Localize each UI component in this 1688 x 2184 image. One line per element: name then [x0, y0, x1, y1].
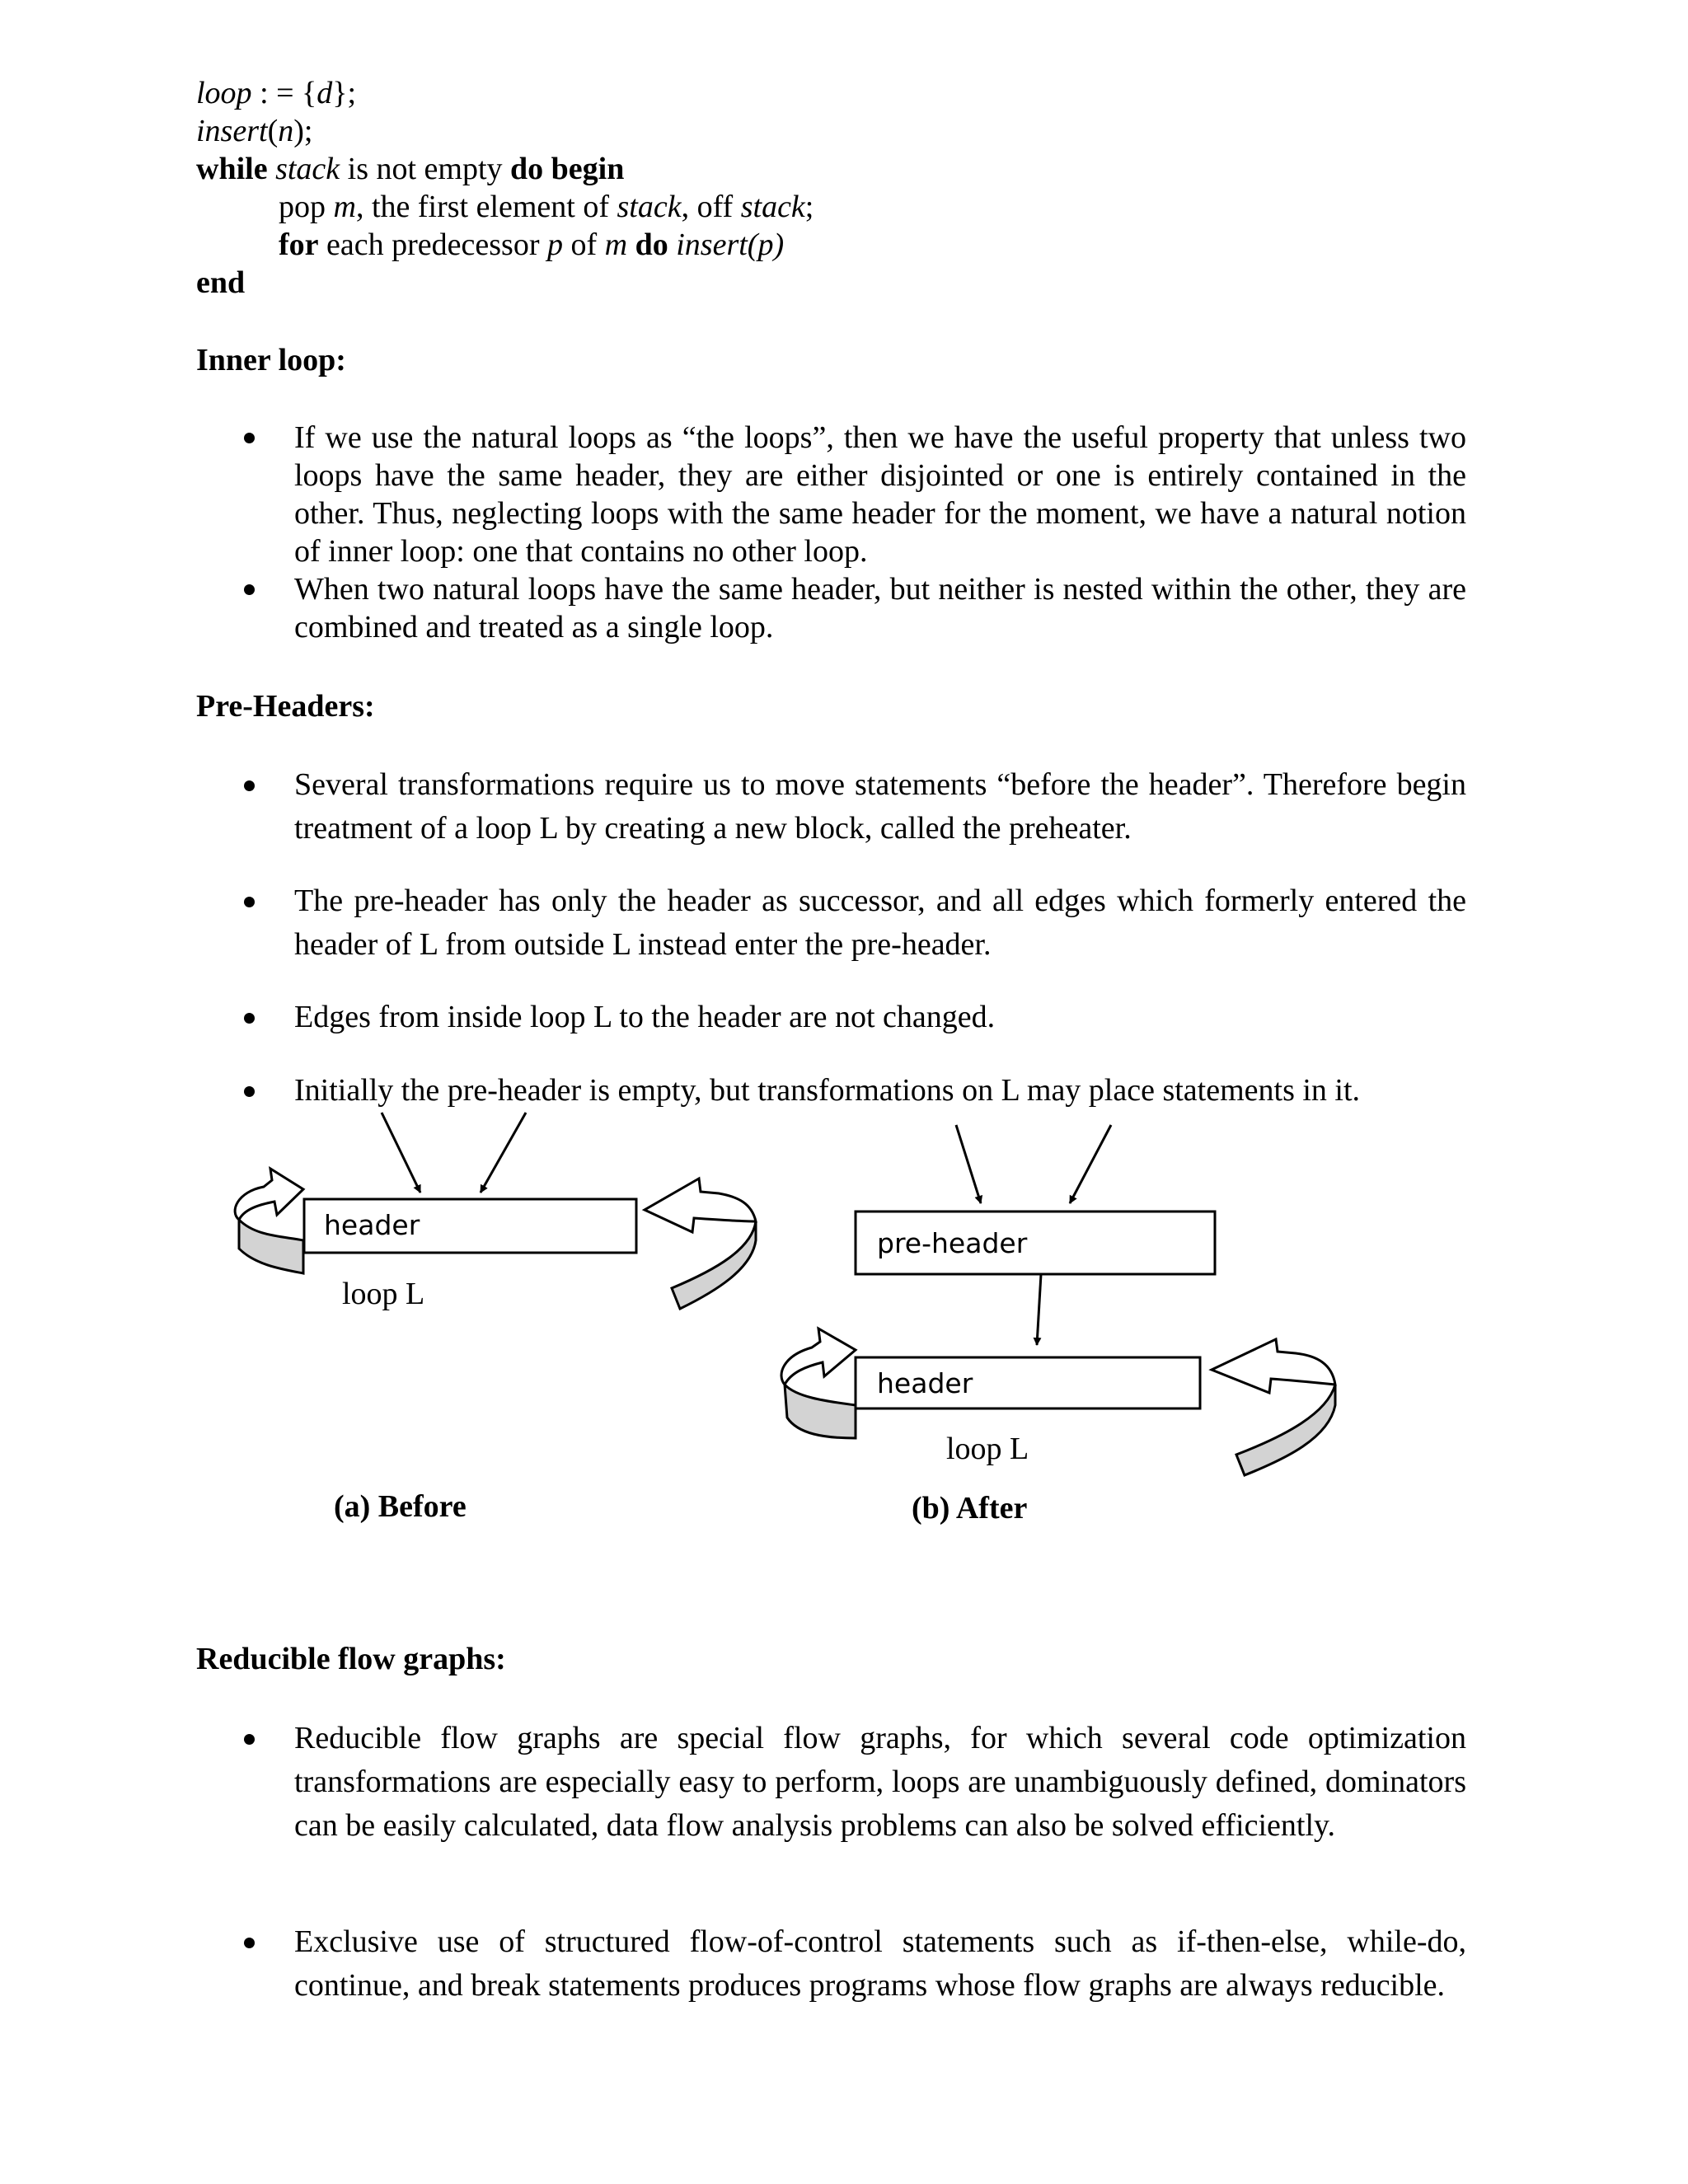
bullet-dot	[244, 1734, 255, 1745]
before-diagram	[235, 1113, 756, 1524]
before-left-loop-arrow-head	[235, 1169, 303, 1220]
after-loop-label: loop L	[946, 1432, 1029, 1466]
algo-do: do	[627, 227, 677, 262]
algo-n: n	[278, 114, 294, 148]
after-left-loop-arrow-head	[781, 1329, 856, 1385]
before-right-loop-arrow-head	[645, 1179, 756, 1232]
algo-mid: is not empty	[340, 152, 511, 186]
algo-close: };	[332, 76, 357, 110]
algo-insert-p: insert(p)	[676, 227, 785, 262]
algo-loop-kw: loop	[196, 76, 252, 110]
preheader-label: pre-header	[877, 1227, 1028, 1259]
algo-m: m	[333, 190, 356, 224]
reducible-bullet-1: Reducible flow graphs are special flow graphs, for which several code optimization transformations are especially easy to perform, loops are unambiguously defined, dominators can be easily calculated, data flow analysis problems can also be solved efficiently.	[294, 1721, 1466, 1843]
algo-for: for	[279, 227, 319, 262]
pre-headers-bullet-4: Initially the pre-header is empty, but transformations on L may place statements in it.	[294, 1073, 1361, 1108]
algo-while: while	[196, 152, 268, 186]
after-header-label: header	[877, 1367, 973, 1399]
algo-of: of	[562, 227, 605, 262]
reducible-bullet-2: Exclusive use of structured flow-of-control statements such as if-then-else, while-do, continue, and break statements produces programs whose flow graphs are always reducible.	[294, 1924, 1466, 2003]
before-loop-label: loop L	[342, 1277, 425, 1311]
algo-m2: m	[604, 227, 628, 262]
inner-loop-bullet-1: If we use the natural loops as “the loops”, then we have the useful property that unless two loops have the same header, they are either disjointed or one is entirely contained in the other. Thus, neglecting loops with the same header for the moment, we have a natural notion of inner loop: one that contains no other loop.	[294, 420, 1466, 569]
algo-d: d	[316, 76, 333, 110]
algo-each-pred: each predecessor	[318, 227, 547, 262]
pre-headers-bullet-2: The pre-header has only the header as successor, and all edges which formerly entered the header of L from outside L instead enter the pre-header.	[294, 883, 1466, 962]
after-diagram	[781, 1125, 1335, 1526]
algo-semi: ;	[804, 190, 814, 224]
algo-text1: , the first element of	[355, 190, 617, 224]
inner-loop-heading: Inner loop:	[196, 343, 346, 377]
pre-headers-bullet-1: Several transformations require us to move statements “before the header”. Therefore begin treatment of a loop L by creating a new block, called the preheater.	[294, 767, 1466, 846]
incoming-edge-1	[382, 1113, 420, 1193]
after-right-loop-arrow-band	[1236, 1385, 1335, 1475]
incoming-edge-2	[481, 1113, 526, 1193]
algo-p: p	[546, 227, 563, 262]
inner-loop-bullet-2: When two natural loops have the same header, but neither is nested within the other, they are combined and treated as a single loop.	[294, 572, 1466, 644]
algo-stack2: stack	[740, 190, 805, 224]
bullet-dot	[244, 1938, 255, 1948]
algo-do-begin: do begin	[510, 152, 625, 186]
before-header-label: header	[324, 1209, 420, 1241]
after-caption: (b) After	[912, 1491, 1028, 1526]
after-incoming-edge-2	[1070, 1125, 1111, 1203]
algo-end: end	[196, 265, 246, 300]
algo-text2: , off	[681, 190, 741, 224]
preheader-to-header-edge	[1037, 1274, 1041, 1345]
algo-stack: stack	[267, 152, 340, 186]
after-left-loop-arrow-band	[785, 1385, 856, 1438]
after-right-loop-arrow-head	[1212, 1339, 1335, 1393]
reducible-heading: Reducible flow graphs:	[196, 1642, 506, 1676]
algo-close2: );	[293, 114, 313, 148]
algo-stack1: stack	[617, 190, 682, 224]
algo-insert: insert	[196, 114, 268, 148]
after-incoming-edge-1	[956, 1125, 981, 1203]
algo-assign: : = {	[251, 76, 317, 110]
before-right-loop-arrow-band	[672, 1221, 756, 1309]
algo-open: (	[267, 114, 279, 148]
algo-pop: pop	[279, 190, 334, 224]
before-caption: (a) Before	[334, 1489, 467, 1524]
pre-headers-heading: Pre-Headers:	[196, 689, 375, 724]
pre-headers-bullet-3: Edges from inside loop L to the header are not changed.	[294, 1000, 996, 1034]
before-left-loop-arrow-band	[239, 1220, 303, 1273]
